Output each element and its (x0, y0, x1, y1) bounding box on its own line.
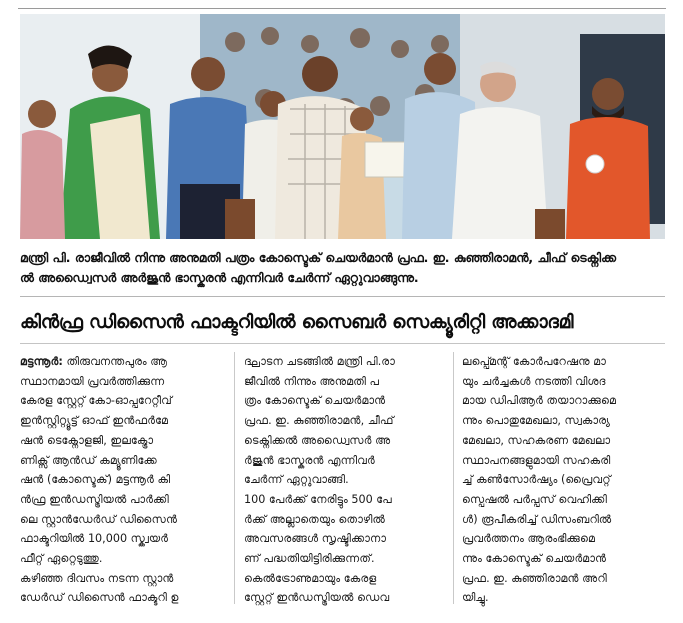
headline-rule (20, 343, 665, 344)
column-line: ഫീറ്റ് ഏറ്റെടുത്തു. (20, 552, 103, 566)
column-line: അവസരങ്ങൾ സൃഷ്ടിക്കാനാ (244, 532, 387, 546)
column-line: ൻഫ്ര ഇൻഡസ്ട്രിയൽ പാർക്കി (20, 492, 169, 506)
column-line: ലപ്പ്മെന്റ് കോർപറേഷനു മാ (462, 355, 606, 368)
column-line: ടെക്നിക്കൽ അഡ്വൈസർ അ (244, 433, 391, 447)
column-line: മായ ഡിപിആർ തയാറാക്കുമെ (462, 394, 616, 408)
column-line: കേരള സ്റ്റേറ്റ് കോ-ഓപ്പറേറ്റീവ് (20, 394, 172, 408)
article-column-3 (462, 352, 664, 608)
article-column-1 (20, 352, 225, 608)
column-line: മേഖലാ, സഹകരണ മേഖലാ (462, 433, 611, 447)
top-rule (18, 8, 666, 9)
column-line: പ്രവർത്തനം ആരംഭിക്കുമെ (462, 532, 596, 546)
column-line: ലെ സ്റ്റാൻഡേർഡ് ഡിസൈൻ (20, 512, 178, 526)
caption-rule (20, 296, 665, 297)
column-line: ത്രം കോസ്ടെക് ചെയർമാൻ (244, 394, 386, 408)
caption-line-2: ൽ അഡ്വൈസർ അർജുൻ ഭാസ്കരൻ എന്നിവർ ചേർന്ന് ഏറ്റുവാങ്ങുന്നു. (20, 270, 419, 285)
column-line: ൾ) രൂപീകരിച്ച് ഡിസംബറിൽ (462, 512, 612, 526)
dateline: മട്ടന്നൂർ: (20, 355, 63, 368)
column-line: ജീവിൽ നിന്നും അനുമതി പ (244, 374, 380, 388)
column-line: യിച്ചു. (462, 591, 489, 605)
caption-line-1: മന്ത്രി പി. രാജീവിൽ നിന്നു അനുമതി പത്രം കോസ്ടെക് ചെയർമാൻ പ്രഫ. ഇ. കുഞ്ഞിരാമൻ, ചീഫ് ടെക്നിക്ക (20, 250, 616, 265)
column-line: കഴിഞ്ഞ ദിവസം നടന്ന സ്റ്റാൻ (20, 571, 174, 585)
column-divider (234, 352, 235, 604)
column-line: ന്നും പൊതുമേഖലാ, സ്വകാര്യ (462, 414, 610, 428)
news-photo (20, 14, 665, 239)
column-line: യും ചർച്ചകൾ നടത്തി വിശദ (462, 374, 606, 388)
column-line: സ്ഥാപനങ്ങളുമായി സഹകരി (462, 453, 611, 467)
column-line-text: തിരുവനന്തപുരം ആ (62, 355, 168, 368)
column-line: ചേർന്ന് ഏറ്റുവാങ്ങി. (244, 473, 349, 487)
column-line: സ്പെഷൽ പർപ്പസ് വെഹിക്കി (462, 492, 607, 506)
column-line: പ്രഫ. ഇ. കുഞ്ഞിരാമൻ, ചീഫ് (244, 414, 394, 428)
photo-caption (20, 248, 665, 288)
column-line: ഫാക്ടറിയിൽ 10,000 സ്ക്വയർ (20, 532, 169, 546)
column-divider (453, 352, 454, 604)
column-line: 100 പേർക്ക് നേരിട്ടും 500 പേ (244, 492, 392, 506)
article-column-2 (244, 352, 444, 608)
column-line: ഡേർഡ് ഡിസൈൻ ഫാക്ടറി ഉ (20, 591, 179, 605)
column-line: ഇൻസ്റ്റിറ്റ്യൂട്ട് ഓഫ് ഇൻഫർമേ (20, 414, 169, 428)
column-line: ർജുൻ ഭാസ്കരൻ എന്നിവർ (244, 453, 375, 467)
column-line: ച്ച് കൺസോർഷ്യം (പ്രൈവറ്റ് (462, 473, 611, 487)
column-line: പ്രഫ. ഇ. കുഞ്ഞിരാമൻ അറി (462, 571, 607, 585)
article-headline: കിൻഫ്ര ഡിസൈൻ ഫാക്ടറിയിൽ സൈബർ സെക്യൂരിറ്റി അക്കാദമി (20, 312, 574, 333)
group-photo-icon (20, 14, 665, 239)
column-line: ണിക്സ് ആൻഡ് കമ്യൂണിക്കേ (20, 453, 157, 467)
column-line: ഷൻ (കോസ്ടെക്) മട്ടന്നൂർ കി (20, 473, 171, 487)
column-line (20, 352, 225, 372)
column-line: ന്നും കോസ്ടെക് ചെയർമാൻ (462, 552, 607, 566)
column-line: ർക്ക് അല്ലാതെയും തൊഴിൽ (244, 512, 385, 526)
column-line: കെൽട്രോണുമായും കേരള (244, 571, 377, 585)
column-line: ഷൻ ടെക്നോളജി, ഇലക്ട്രോ (20, 433, 154, 447)
column-line: ണ് പദ്ധതിയിട്ടിരിക്കുന്നത്. (244, 552, 375, 566)
column-line: സ്ഥാനമായി പ്രവർത്തിക്കുന്ന (20, 374, 165, 388)
column-line: സ്റ്റേറ്റ് ഇൻഡസ്ട്രിയൽ ഡെവ (244, 591, 390, 605)
column-line: ദ്ഘാടന ചടങ്ങിൽ മന്ത്രി പി.രാ (244, 355, 395, 368)
